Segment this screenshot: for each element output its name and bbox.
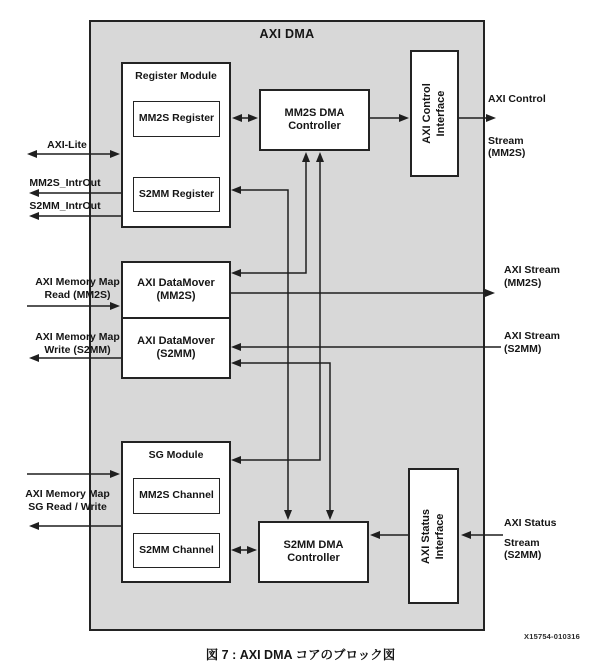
port-label-mm-read-line1: AXI Memory Map bbox=[35, 276, 120, 288]
axi-status-interface-label-line2: Interface bbox=[433, 513, 446, 559]
axi-dma-title: AXI DMA bbox=[259, 27, 315, 41]
s2mm-channel-label: S2MM Channel bbox=[139, 543, 214, 556]
port-label-control-stream-line3: (MM2S) bbox=[488, 147, 526, 159]
port-label-status-stream-line1: AXI Status bbox=[504, 517, 557, 529]
port-label-mm-write bbox=[25, 331, 130, 356]
port-label-mm-read bbox=[25, 276, 130, 301]
mm2s-dma-controller-block bbox=[259, 89, 370, 151]
datamover-s2mm-label-line2: (S2MM) bbox=[156, 348, 196, 360]
mm2s-dma-controller-label-line1: MM2S DMA bbox=[284, 106, 345, 119]
arrow-sg-write bbox=[29, 522, 39, 530]
port-label-status-stream-line3: (S2MM) bbox=[504, 549, 542, 561]
figure-caption: 図 7 : AXI DMA コアのブロック図 bbox=[205, 648, 396, 662]
datamover-s2mm-block bbox=[121, 317, 231, 379]
datamover-s2mm-label-line1: AXI DataMover bbox=[137, 334, 215, 347]
port-label-s2mm-introut: S2MM_IntrOut bbox=[29, 200, 101, 212]
axi-control-interface-label-line2: Interface bbox=[434, 90, 447, 137]
register-module-title: Register Module bbox=[135, 70, 217, 82]
port-label-stream-s2mm-line1: AXI Stream bbox=[504, 330, 561, 342]
port-label-mm-sg bbox=[15, 488, 120, 513]
s2mm-channel-block bbox=[133, 533, 220, 568]
port-label-mm-write-line2: Write (S2MM) bbox=[44, 343, 111, 356]
sg-module-title: SG Module bbox=[148, 449, 204, 461]
s2mm-dma-controller-block bbox=[258, 521, 369, 583]
datamover-mm2s-label-line2: (MM2S) bbox=[156, 290, 196, 302]
port-label-status-stream-line2: Stream bbox=[504, 537, 540, 549]
s2mm-register-block bbox=[133, 177, 220, 212]
arrow-mm2s-introut bbox=[29, 189, 39, 197]
arrow-stream-mm2s-out bbox=[485, 289, 495, 297]
port-label-mm-write-line1: AXI Memory Map bbox=[35, 331, 120, 343]
mm2s-channel-block bbox=[133, 478, 220, 514]
port-label-mm2s-introut: MM2S_IntrOut bbox=[29, 177, 101, 189]
port-label-mm-read-line2: Read (MM2S) bbox=[44, 288, 111, 301]
axi-control-interface-block bbox=[410, 50, 459, 177]
port-label-stream-s2mm-line2: (S2MM) bbox=[504, 343, 542, 355]
s2mm-dma-controller-label-line2: Controller bbox=[287, 552, 340, 564]
port-label-control-stream-line1: AXI Control bbox=[488, 93, 546, 105]
port-label-stream-mm2s-line2: (MM2S) bbox=[504, 277, 542, 289]
axi-control-interface-label-line1: AXI Control bbox=[421, 83, 433, 144]
datamover-mm2s-block bbox=[121, 261, 231, 319]
mm2s-channel-label: MM2S Channel bbox=[139, 489, 214, 502]
axi-status-interface-block bbox=[408, 468, 459, 604]
s2mm-dma-controller-label-line1: S2MM DMA bbox=[283, 538, 344, 551]
axi-status-interface-label-line1: AXI Status bbox=[420, 508, 433, 564]
mm2s-register-block bbox=[133, 101, 220, 137]
figure-watermark: X15754-010316 bbox=[524, 632, 580, 641]
port-label-stream-mm2s-line1: AXI Stream bbox=[504, 264, 561, 276]
s2mm-register-label: S2MM Register bbox=[138, 187, 215, 200]
arrow-s2mm-introut bbox=[29, 212, 39, 220]
port-label-axi-lite: AXI-Lite bbox=[47, 139, 87, 151]
port-label-mm-sg-line2: SG Read / Write bbox=[28, 500, 107, 513]
datamover-mm2s-label-line1: AXI DataMover bbox=[137, 276, 215, 289]
arrow-ctrl-stream-out bbox=[486, 114, 496, 122]
mm2s-register-label: MM2S Register bbox=[138, 112, 215, 125]
mm2s-dma-controller-label-line2: Controller bbox=[288, 120, 341, 132]
port-label-control-stream-line2: Stream bbox=[488, 135, 524, 147]
port-label-mm-sg-line1: AXI Memory Map bbox=[25, 488, 110, 500]
